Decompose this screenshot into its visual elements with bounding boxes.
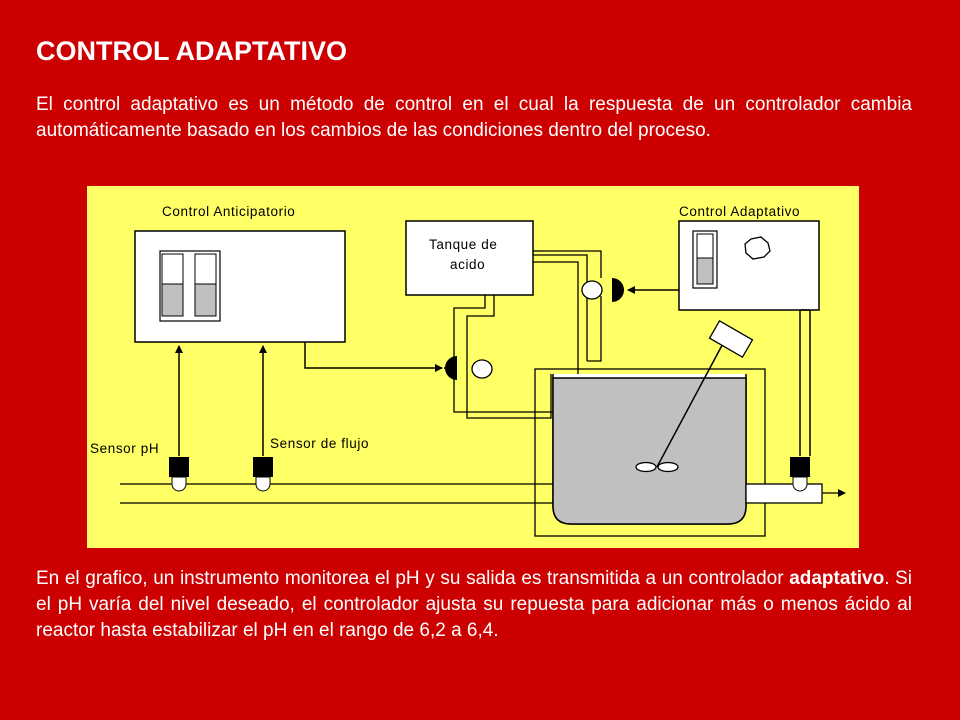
flow-sensor [253, 457, 273, 491]
adaptive-controller-label: Control Adaptativo [679, 204, 801, 219]
acid-tank-label-line1: Tanque de [429, 237, 498, 252]
outro-text-bold: adaptativo [789, 568, 885, 589]
reactor-liquid [553, 378, 746, 524]
adaptive-controller [679, 221, 819, 310]
process-diagram [87, 186, 859, 548]
ph-sensor-label: Sensor pH [90, 441, 160, 456]
acid-tank-label-line2: acido [450, 257, 486, 272]
outro-text-before: En el grafico, un instrumento monitorea el pH y su salida es transmitida a un controlador [36, 568, 790, 589]
anticipatory-controller [135, 231, 345, 342]
slide-title: CONTROL ADAPTATIVO [36, 36, 347, 66]
anticipatory-controller-label: Control Anticipatorio [162, 204, 296, 219]
ph-sensor [169, 457, 189, 491]
outro-text-after: . Si el pH varía del nivel deseado, el controlador ajusta su repuesta para adicionar más o menos ácido al reactor hasta estabilizar el pH en el rango de 6,2 a 6,4. [36, 568, 913, 641]
intro-paragraph: El control adaptativo es un método de control en el cual la respuesta de un controlador cambia automáticamente basado en los cambios de las condiciones dentro del proceso. [36, 94, 912, 141]
outro-paragraph [36, 566, 912, 644]
flow-sensor-label: Sensor de flujo [270, 436, 370, 451]
